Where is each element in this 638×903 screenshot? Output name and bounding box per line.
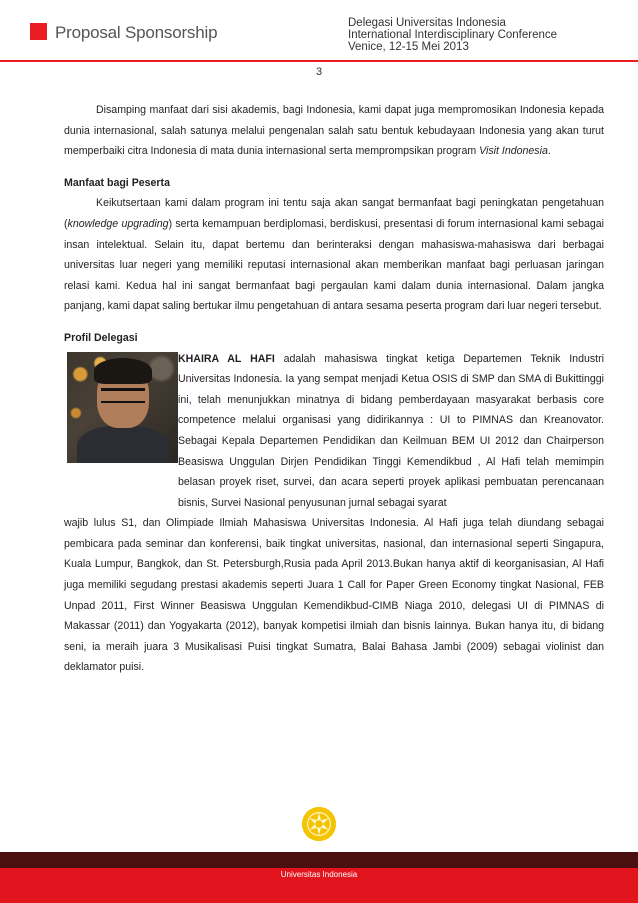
delegate-profile — [64, 349, 604, 514]
intro-end: . — [547, 145, 551, 158]
intro-paragraph — [64, 100, 604, 162]
header-square-icon — [30, 23, 47, 40]
document-body — [64, 100, 604, 678]
intro-program-name: Visit Indonesia — [479, 145, 548, 158]
intro-text: Disamping manfaat dari sisi akademis, bagi Indonesia, kami dapat juga mempromosikan Indonesia kepada dunia internasional, salah satunya melalui pengenalan salah satu bentuk kebudayaan Indonesia yang akan turut memperbaiki citra Indonesia di mata dunia internasional serta memprompsikan program — [64, 104, 604, 158]
spacer — [64, 317, 604, 328]
benefits-paragraph — [64, 193, 604, 317]
header-info-line: Venice, 12-15 Mei 2013 — [348, 41, 469, 53]
delegate-name: KHAIRA AL HAFI — [178, 352, 275, 365]
delegate-bio-side — [175, 349, 604, 514]
delegate-heading: Profil Delegasi — [64, 331, 138, 344]
delegate-bio-side-text: adalah mahasiswa tingkat ketiga Departemen Teknik Industri Universitas Indonesia. Ia yang sempat menjadi Ketua OSIS di SMP dan SMA di Bukittinggi ini, telah menunjukkan minatnya di bidang pemberdayaan masyarakat berbasis core competence melalui organisasi yang didirikannya : UI to PIMNAS dan Kreanovator. Sebagai Kepala Departemen Pendidikan dan Keilmuan BEM UI 2012 dan Chairperson Beasiswa Unggulan Dirjen Pendidikan Tinggi Kemendikbud , Al Hafi telah memimpin belasan proyek riset, survei, dan acara seperti proyek aplikasi pembuatan perencanaan bisnis, Survei Nasional penyusunan jurnal sebagai syarat — [178, 352, 604, 509]
benefits-emphasis: knowledge upgrading — [67, 217, 169, 230]
footer-band-dark — [0, 852, 638, 868]
delegate-bio-full-text: wajib lulus S1, dan Olimpiade Ilmiah Mahasiswa Universitas Indonesia. Al Hafi juga telah diundang sebagai pembicara pada seminar dan konferensi, baik tingkat universitas, nasional, dan internasional seperti Singapura, Kuala Lumpur, Bangkok, dan St. Petersburgh,Rusia pada April 2013.Bukan hanya aktif di keorganisasian, Al Hafi juga memiliki segudang prestasi akademis seperti Juara 1 Call for Paper Green Economy tingkat Nasional, FEB Unpad 2011, First Winner Beasiswa Unggulan Kemendikbud-CIMB Niaga 2010, delegasi UI di PIMNAS di Makassar (2011) dan Yogyakarta (2012), banyak kompetisi ilmiah dan bisnis lainnya. Bukan hanya itu, di bidang seni, ia meraih juara 3 Musikalisasi Puisi tingkat Sumatra, Balai Bahasa Jambi (2009) sebagai violinist dan deklamator puisi. — [64, 517, 604, 674]
university-emblem-icon — [300, 805, 338, 843]
page-number: 3 — [315, 66, 323, 78]
delegate-photo — [67, 352, 178, 463]
header-info-line: Delegasi Universitas Indonesia — [348, 17, 506, 29]
benefits-text-a: Keikutsertaan kami dalam program ini tentu saja akan sangat bermanfaat bagi peningkatan pengetahuan ( — [64, 197, 604, 230]
delegate-bio-full — [64, 513, 604, 678]
header-divider — [0, 60, 638, 62]
benefits-text-b: ) serta kemampuan berdiplomasi, berdiskusi, presentasi di forum internasional kami sebagai insan intelektual. Selain itu, dapat bertemu dan berinteraksi dengan mahasiswa-mahasiswa dari berbagai universitas luar negeri yang memiliki reputasi internasional akan memberikan manfaat bagi perluasan jaringan relasi kami. Kedua hal ini sangat bermanfaat bagi pergaulan kami dalam dunia internasional. Dalam jangka panjang, kami dapat saling bertukar ilmu pengetahuan di antara sesama peserta program dari luar negeri tersebut. — [64, 217, 604, 313]
page-header-title: Proposal Sponsorship — [55, 23, 218, 42]
header-conference-info — [348, 17, 557, 53]
spacer — [64, 162, 604, 173]
footer-label: Universitas Indonesia — [280, 870, 358, 879]
header-info-line: International Interdisciplinary Conference — [348, 29, 558, 41]
benefits-heading: Manfaat bagi Peserta — [64, 176, 170, 189]
